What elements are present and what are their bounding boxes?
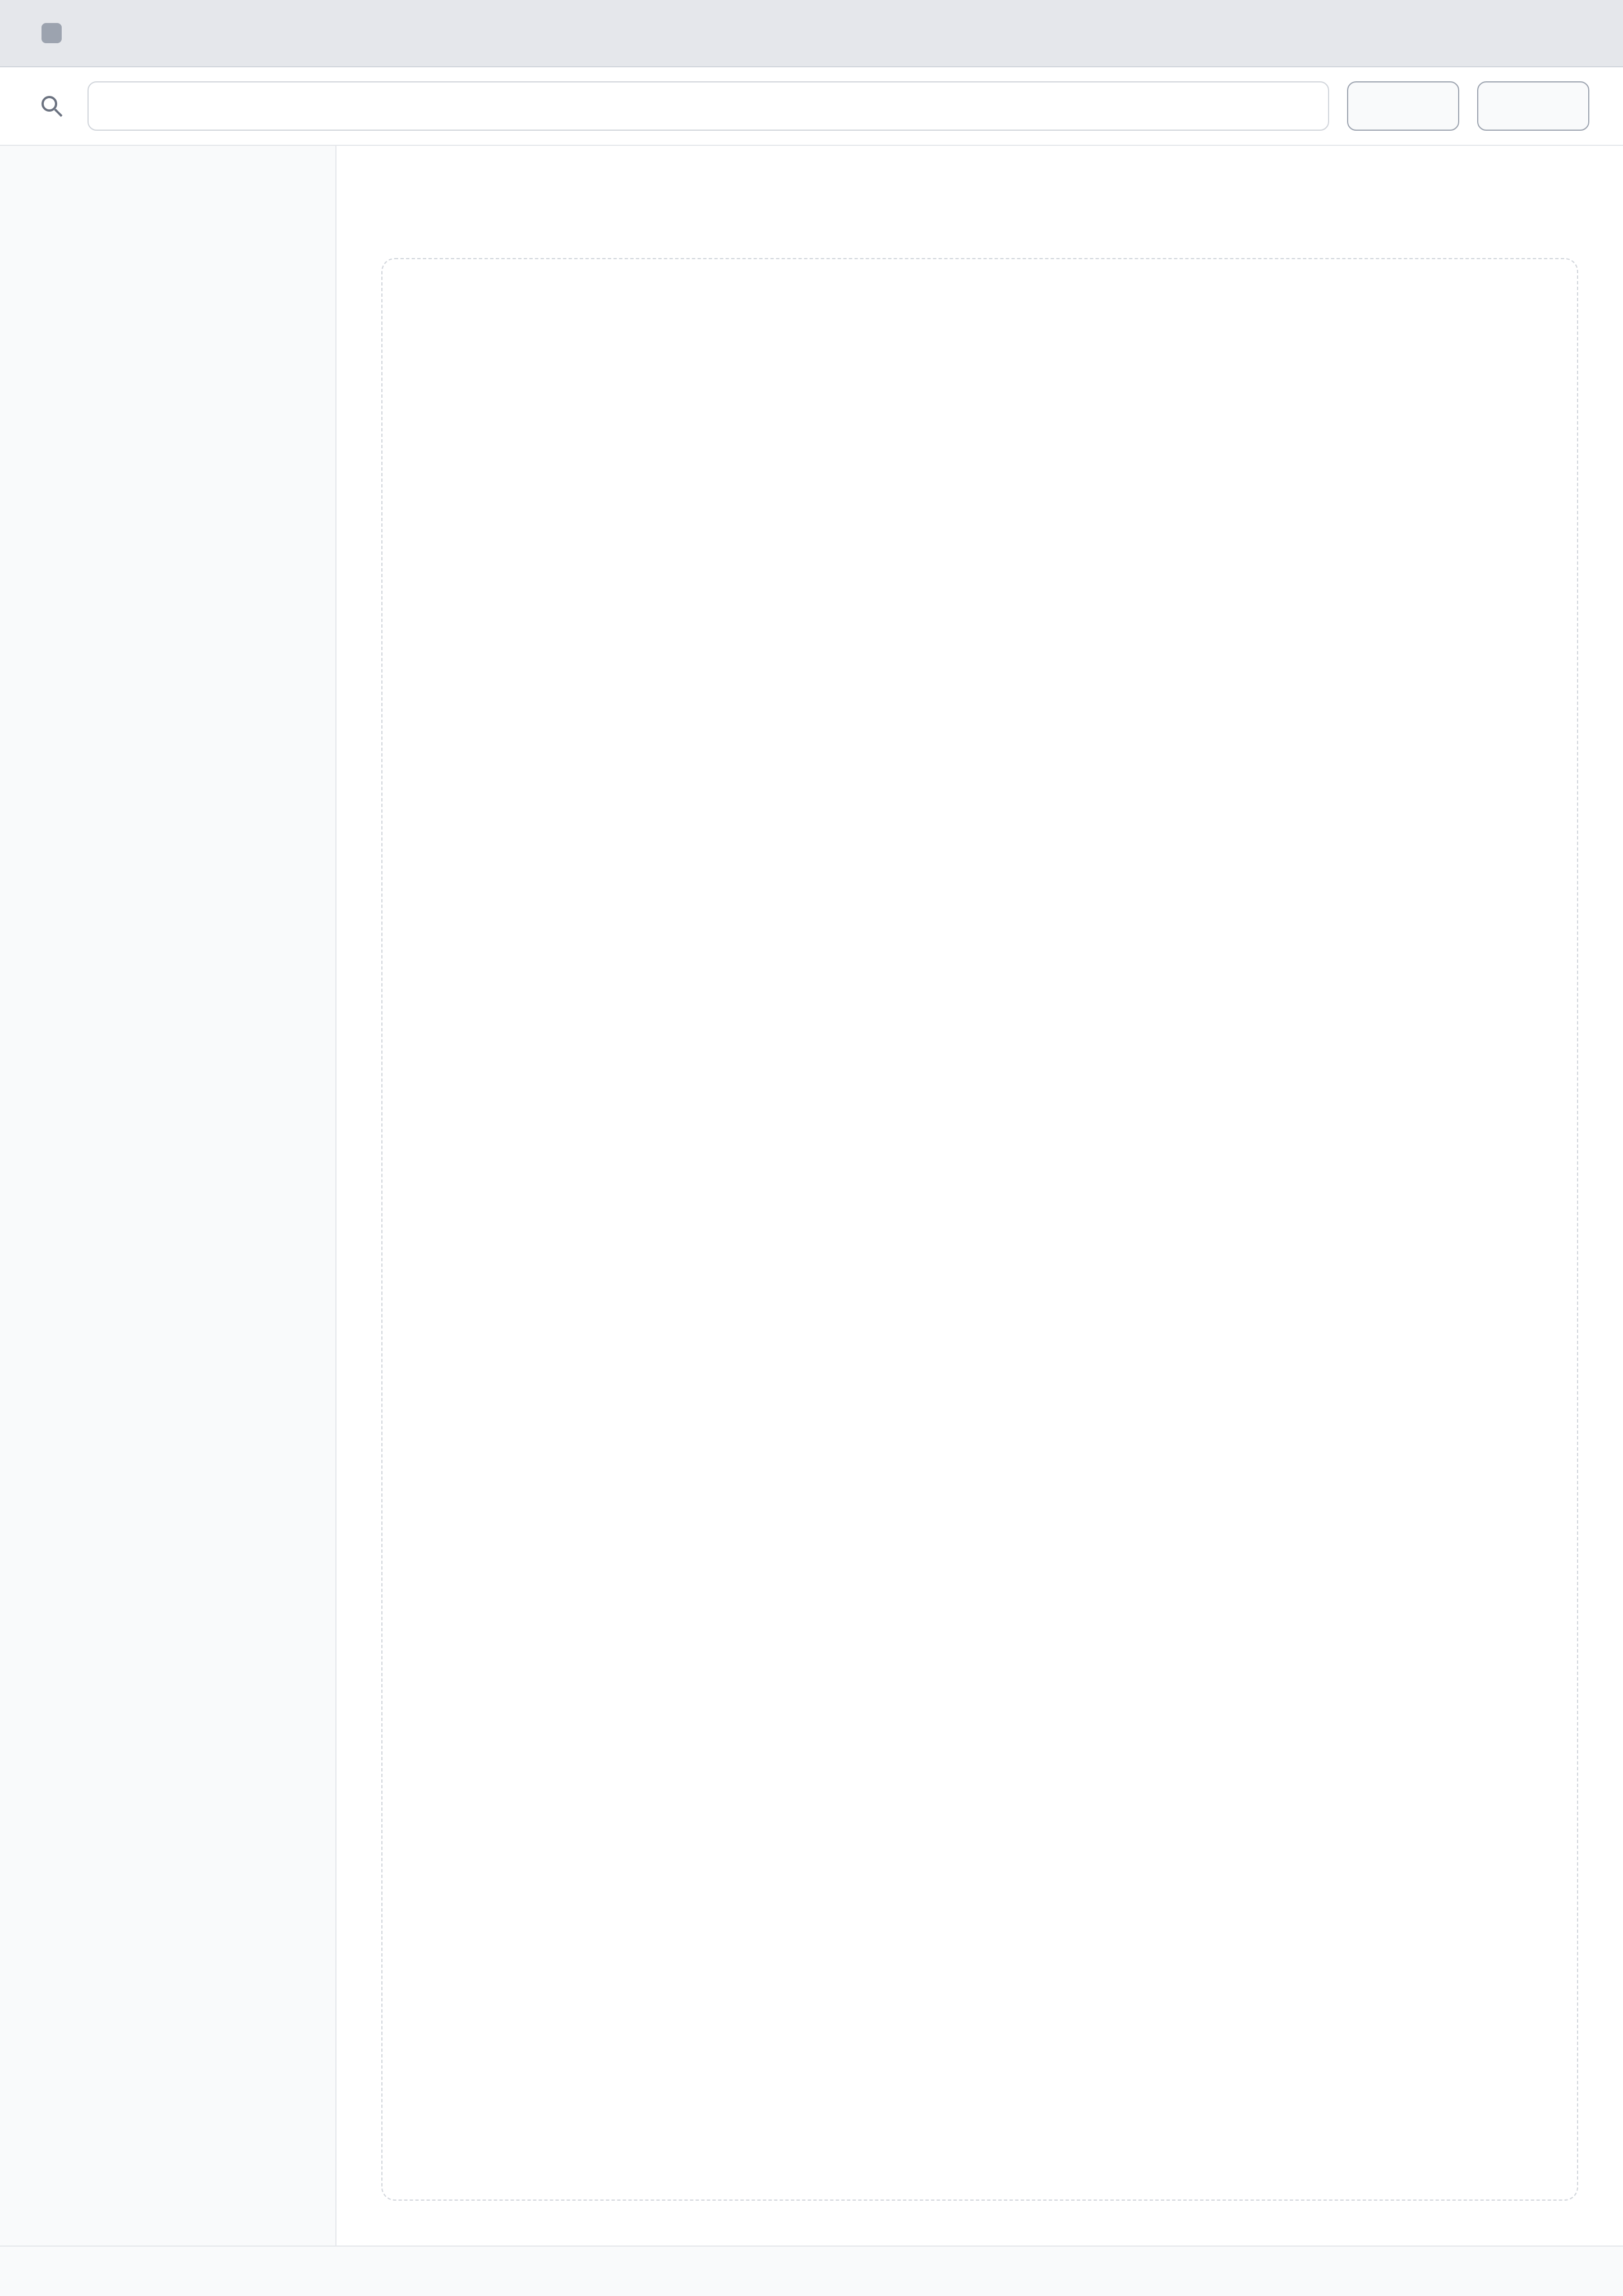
content-area [381,258,1578,2201]
app-icon [34,15,70,51]
sidebar-item[interactable] [22,236,313,289]
sidebar-item[interactable] [22,303,313,357]
search-input[interactable] [87,81,1329,131]
secondary-button[interactable] [1477,81,1589,131]
title-bar [0,0,1623,67]
main-panel [336,146,1623,2246]
sidebar [0,146,336,2246]
sidebar-item[interactable] [22,168,313,222]
toolbar [0,67,1623,146]
search-icon [34,88,70,124]
status-bar [0,2246,1623,2296]
page-title [381,191,1578,236]
workspace [0,146,1623,2246]
sidebar-item[interactable] [22,370,313,424]
primary-button[interactable] [1347,81,1459,131]
